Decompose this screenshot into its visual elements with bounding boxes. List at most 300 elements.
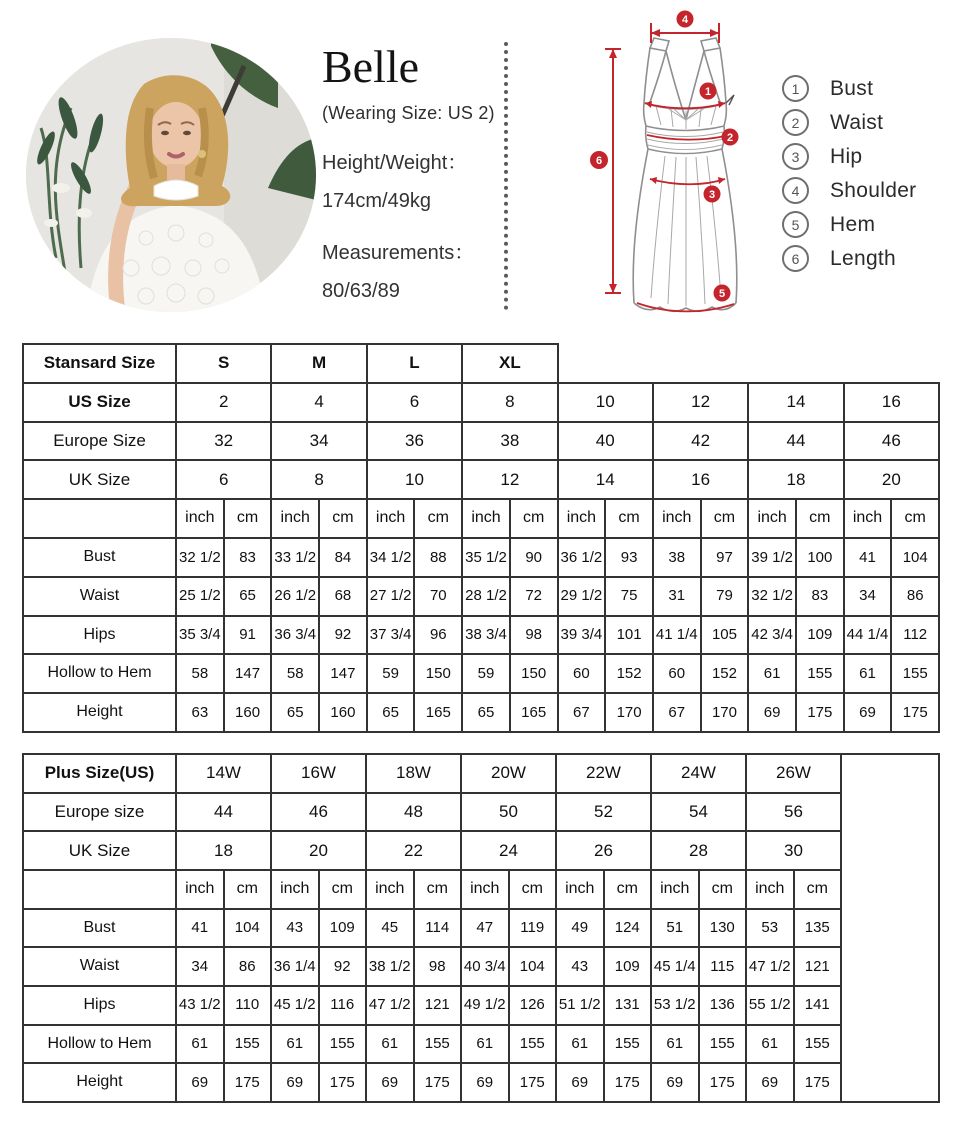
dress-fold-lines [647,106,726,306]
table-cell: 130 [699,909,747,948]
table-cell: 61 [366,1025,414,1064]
table-cell: 6 [367,383,462,422]
table-cell: inch [461,870,509,909]
table-cell: 18 [176,831,271,870]
table-cell: 121 [414,986,462,1025]
table-cell: cm [224,870,272,909]
table-cell: inch [844,499,892,538]
table-cell: 8 [271,460,366,499]
table-cell [841,754,939,1102]
table-cell: 97 [701,538,749,577]
circled-number-icon: 6 [782,245,809,272]
table-cell: 36 1/4 [271,947,319,986]
table-cell: Height [23,1063,176,1102]
table-cell: 35 3/4 [176,616,224,655]
table-cell: 104 [509,947,557,986]
table-row [23,460,939,499]
table-cell: 65 [224,577,272,616]
table-cell: 86 [224,947,272,986]
table-cell: 152 [701,654,749,693]
badge-shoulder: 4 [681,14,689,26]
table-row [23,793,939,832]
table-cell: 155 [414,1025,462,1064]
table-cell: 69 [461,1063,509,1102]
table-cell: 39 3/4 [558,616,606,655]
table-row [23,538,939,577]
table-cell: 38 [462,422,557,461]
size-diagram [588,4,778,324]
table-cell: 165 [510,693,558,732]
legend-item-label: Shoulder [830,178,917,202]
table-cell: Plus Size(US) [23,754,176,793]
table-cell: 24W [651,754,746,793]
table-cell: inch [176,499,224,538]
table-cell: 65 [462,693,510,732]
badge-hip: 3 [708,189,716,201]
table-cell: 152 [605,654,653,693]
table-cell: 40 3/4 [461,947,509,986]
table-cell: 175 [604,1063,652,1102]
table-cell: 44 [748,422,843,461]
table-cell: 155 [796,654,844,693]
table-cell: 65 [367,693,415,732]
table-cell: 20 [271,831,366,870]
table-cell: 69 [366,1063,414,1102]
table-cell: cm [796,499,844,538]
table-cell: cm [699,870,747,909]
circled-number-icon: 5 [782,211,809,238]
table-cell: 34 [271,422,366,461]
table-cell: 28 1/2 [462,577,510,616]
table-cell: 16W [271,754,366,793]
table-cell: Europe size [23,793,176,832]
table-cell: 45 [366,909,414,948]
circled-number-icon: 2 [782,109,809,136]
table-cell: 124 [604,909,652,948]
table-cell: 61 [176,1025,224,1064]
table-cell: 14W [176,754,271,793]
table-cell: 53 1/2 [651,986,699,1025]
measurements-value: 80/63/89 [322,280,400,302]
model-info-card [322,41,507,318]
table-cell: 175 [224,1063,272,1102]
legend-item-waist [782,110,916,135]
table-cell: 59 [367,654,415,693]
table-cell: 14 [748,383,843,422]
table-cell: inch [653,499,701,538]
table-cell: 47 1/2 [366,986,414,1025]
table-cell: 18W [366,754,461,793]
table-cell: 84 [319,538,367,577]
table-cell: 12 [653,383,748,422]
table-cell: 14 [558,460,653,499]
table-cell: 16 [844,383,939,422]
table-cell: inch [176,870,224,909]
circled-number-icon: 3 [782,143,809,170]
table-cell: 104 [891,538,939,577]
circled-number-icon: 4 [782,177,809,204]
table-cell: 30 [746,831,841,870]
table-row [23,1063,939,1102]
table-cell: 26 1/2 [271,577,319,616]
table-cell: 69 [651,1063,699,1102]
table-cell: 116 [319,986,367,1025]
table-cell: cm [794,870,842,909]
table-cell: 135 [794,909,842,948]
table-cell: Hollow to Hem [23,654,176,693]
table-cell: cm [891,499,939,538]
table-cell: cm [605,499,653,538]
portrait-illustration [26,38,316,312]
circled-number-icon: 1 [782,75,809,102]
table-cell: 51 1/2 [556,986,604,1025]
table-cell: 175 [794,1063,842,1102]
table-cell: 105 [701,616,749,655]
table-cell: 43 [556,947,604,986]
table-cell: 31 [653,577,701,616]
table-cell: 109 [604,947,652,986]
table-cell: 86 [891,577,939,616]
wearing-size: (Wearing Size: US 2) [322,103,495,123]
table-cell: 67 [653,693,701,732]
table-cell: inch [366,870,414,909]
table-cell: 50 [461,793,556,832]
table-cell: 32 1/2 [176,538,224,577]
table-cell: inch [271,499,319,538]
table-cell: 112 [891,616,939,655]
table-cell: 59 [462,654,510,693]
table-cell: 4 [271,383,366,422]
table-cell: 165 [414,693,462,732]
table-cell [23,870,176,909]
model-photo [26,38,316,312]
table-cell: 88 [414,538,462,577]
table-cell: 96 [414,616,462,655]
table-cell: 6 [176,460,271,499]
height-weight-value: 174cm/49kg [322,190,431,212]
legend-item-hem [782,212,916,237]
table-cell: 150 [510,654,558,693]
table-cell: 155 [891,654,939,693]
table-cell: cm [319,499,367,538]
table-cell: 110 [224,986,272,1025]
table-cell: 29 1/2 [558,577,606,616]
table-cell: inch [367,499,415,538]
table-cell: 90 [510,538,558,577]
table-cell: 46 [844,422,939,461]
table-row [23,831,939,870]
table-cell: 126 [509,986,557,1025]
table-cell: Waist [23,577,176,616]
table-row [23,754,939,793]
table-cell: 36 [367,422,462,461]
table-cell: 37 3/4 [367,616,415,655]
table-cell: Europe Size [23,422,176,461]
table-cell: 160 [224,693,272,732]
table-cell: inch [558,499,606,538]
table-cell: Bust [23,909,176,948]
table-row [23,693,939,732]
table-cell: 155 [224,1025,272,1064]
table-cell: 8 [462,383,557,422]
table-cell: 91 [224,616,272,655]
model-name: Belle [322,41,420,92]
table-cell: 47 1/2 [746,947,794,986]
table-cell: 93 [605,538,653,577]
table-cell: 69 [844,693,892,732]
table-cell: 43 [271,909,319,948]
badge-hem: 5 [718,288,726,300]
table-cell: 34 [844,577,892,616]
table-row [23,870,939,909]
table-cell: Height [23,693,176,732]
table-cell: inch [746,870,794,909]
table-cell: 45 1/4 [651,947,699,986]
table-cell: 65 [271,693,319,732]
table-cell: 155 [319,1025,367,1064]
table-row [23,383,939,422]
table-cell: 175 [319,1063,367,1102]
dress-outline [633,38,737,311]
table-cell: 83 [796,577,844,616]
table-cell: 38 3/4 [462,616,510,655]
table-cell: UK Size [23,460,176,499]
table-cell: 100 [796,538,844,577]
table-cell: 69 [271,1063,319,1102]
table-cell: 56 [746,793,841,832]
table-cell: 79 [701,577,749,616]
legend-item-label: Length [830,246,897,270]
badge-length: 6 [595,155,603,167]
table-cell: UK Size [23,831,176,870]
table-cell: 109 [796,616,844,655]
table-cell: 147 [319,654,367,693]
table-cell: 150 [414,654,462,693]
table-cell: 83 [224,538,272,577]
table-cell: 22W [556,754,651,793]
table-cell: 155 [509,1025,557,1064]
table-cell: 61 [746,1025,794,1064]
table-cell: inch [556,870,604,909]
table-cell: 25 1/2 [176,577,224,616]
legend-item-label: Hip [830,144,863,168]
legend-item-shoulder [782,178,916,203]
table-cell: 36 1/2 [558,538,606,577]
table-cell: 58 [176,654,224,693]
table-cell: cm [224,499,272,538]
table-cell: cm [604,870,652,909]
table-cell: 115 [699,947,747,986]
table-cell: 67 [558,693,606,732]
table-cell: 36 3/4 [271,616,319,655]
table-cell: 175 [891,693,939,732]
table-cell: 75 [605,577,653,616]
table-cell: 170 [701,693,749,732]
table-cell: 61 [461,1025,509,1064]
table-cell: 155 [794,1025,842,1064]
table-row [23,909,939,948]
table-cell: Waist [23,947,176,986]
table-cell: 34 [176,947,224,986]
table-cell: 114 [414,909,462,948]
table-cell: 49 1/2 [461,986,509,1025]
table-cell: 35 1/2 [462,538,510,577]
table-cell: 41 [844,538,892,577]
table-cell: 47 [461,909,509,948]
table-cell: 38 [653,538,701,577]
table-row [23,986,939,1025]
legend-item-label: Hem [830,212,876,236]
table-cell: inch [271,870,319,909]
table-cell: Stansard Size [23,344,176,383]
table-cell: 175 [414,1063,462,1102]
table-cell: cm [414,870,462,909]
table-cell: Hips [23,616,176,655]
table-cell: 92 [319,947,367,986]
badge-bust: 1 [704,86,712,98]
table-cell: 33 1/2 [271,538,319,577]
table-cell [23,499,176,538]
legend-item-label: Bust [830,76,874,100]
dotted-divider [504,42,508,310]
table-cell: 61 [748,654,796,693]
table-cell: 69 [556,1063,604,1102]
table-cell: 27 1/2 [367,577,415,616]
plus-size-table [22,753,940,1103]
table-cell: 61 [844,654,892,693]
table-cell: 170 [605,693,653,732]
table-cell: 69 [748,693,796,732]
table-cell: 41 [176,909,224,948]
table-row [23,577,939,616]
table-cell: 175 [699,1063,747,1102]
table-cell: 28 [651,831,746,870]
table-cell: Hips [23,986,176,1025]
legend-item-hip [782,144,916,169]
table-cell: 61 [271,1025,319,1064]
table-cell: 60 [558,654,606,693]
table-row [23,344,939,383]
table-cell: 42 3/4 [748,616,796,655]
table-cell: 2 [176,383,271,422]
table-cell: 45 1/2 [271,986,319,1025]
table-cell: 46 [271,793,366,832]
table-cell: 68 [319,577,367,616]
table-cell: 104 [224,909,272,948]
table-cell: cm [701,499,749,538]
table-cell: cm [319,870,367,909]
table-cell: US Size [23,383,176,422]
table-cell: Bust [23,538,176,577]
table-cell: S [176,344,271,383]
table-cell: 24 [461,831,556,870]
table-cell: cm [509,870,557,909]
table-cell: 38 1/2 [366,947,414,986]
table-cell: 26W [746,754,841,793]
table-cell: 41 1/4 [653,616,701,655]
table-cell: 69 [176,1063,224,1102]
table-cell: 92 [319,616,367,655]
measurement-legend [782,76,916,280]
table-cell: inch [748,499,796,538]
table-cell: 101 [605,616,653,655]
table-cell: 32 [176,422,271,461]
table-cell: 155 [604,1025,652,1064]
table-cell: 51 [651,909,699,948]
table-cell: 39 1/2 [748,538,796,577]
table-cell: 43 1/2 [176,986,224,1025]
table-cell: 52 [556,793,651,832]
table-cell: 32 1/2 [748,577,796,616]
table-cell: 69 [746,1063,794,1102]
table-row [23,654,939,693]
table-cell: 141 [794,986,842,1025]
table-cell: 18 [748,460,843,499]
table-cell: 42 [653,422,748,461]
legend-item-length [782,246,916,271]
table-cell: 10 [558,383,653,422]
table-cell: M [271,344,366,383]
table-cell: cm [414,499,462,538]
table-cell: 16 [653,460,748,499]
table-cell: Hollow to Hem [23,1025,176,1064]
table-cell: 119 [509,909,557,948]
standard-size-table [22,343,940,733]
table-row [23,947,939,986]
table-cell: 20 [844,460,939,499]
table-cell: 60 [653,654,701,693]
table-row [23,499,939,538]
table-cell: 49 [556,909,604,948]
table-cell: 12 [462,460,557,499]
table-cell: 160 [319,693,367,732]
legend-item-label: Waist [830,110,884,134]
table-cell: 155 [699,1025,747,1064]
table-cell: 26 [556,831,651,870]
table-cell: 131 [604,986,652,1025]
table-cell: 40 [558,422,653,461]
table-cell: 48 [366,793,461,832]
measurements-label: Measurements： [322,242,475,264]
table-cell: XL [462,344,557,383]
height-weight-label: Height/Weight： [322,152,468,174]
table-cell: 54 [651,793,746,832]
table-cell: 10 [367,460,462,499]
table-row [23,1025,939,1064]
table-cell: 121 [794,947,842,986]
table-cell: 34 1/2 [367,538,415,577]
table-cell: 147 [224,654,272,693]
table-cell: 70 [414,577,462,616]
table-cell: 98 [414,947,462,986]
table-cell: 44 1/4 [844,616,892,655]
legend-item-bust [782,76,916,101]
table-row [23,616,939,655]
table-cell: 53 [746,909,794,948]
table-cell: 98 [510,616,558,655]
table-cell: inch [651,870,699,909]
table-row [23,422,939,461]
table-cell: 22 [366,831,461,870]
table-cell: 61 [651,1025,699,1064]
badge-waist: 2 [726,132,734,144]
table-cell: 136 [699,986,747,1025]
table-cell: 175 [796,693,844,732]
table-cell: 44 [176,793,271,832]
table-cell: 175 [509,1063,557,1102]
table-cell: L [367,344,462,383]
table-cell: cm [510,499,558,538]
